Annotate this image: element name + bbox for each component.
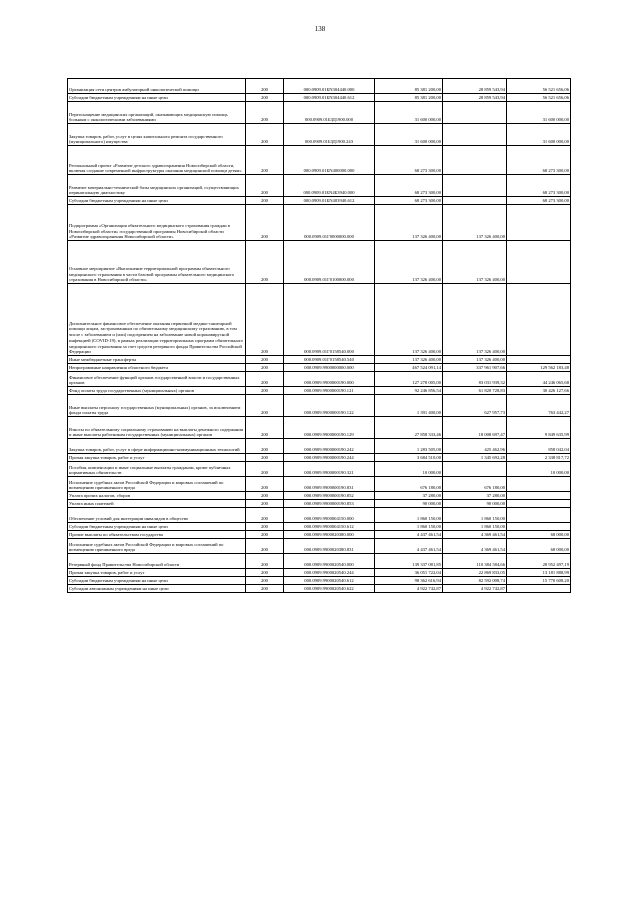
row-amount-approved: 137 326 400,00 — [375, 356, 443, 364]
row-name: Резервный фонд Правительства Новосибирской области — [68, 554, 246, 569]
row-amount-executed: 110 384 584,66 — [443, 554, 507, 569]
row-classification: 000.0909.9900020380.000 — [284, 531, 375, 539]
row-name: Переоснащение медицинских организаций, оказывающих медицинскую помощь больным с онкологическими заболеваниями — [68, 102, 246, 124]
row-amount-executed: 337 961 907,66 — [443, 364, 507, 372]
table-row — [68, 197, 571, 205]
row-name: Уплата иных платежей — [68, 500, 246, 508]
row-classification: 000.0909.9900000190.244 — [284, 454, 375, 462]
row-code: 200 — [246, 500, 284, 508]
row-amount-unexecuted: 68 273 300,00 — [507, 197, 571, 205]
row-classification: 000.0909.01Г0000000.000 — [284, 205, 375, 241]
row-amount-unexecuted: 129 562 183,48 — [507, 364, 571, 372]
row-classification: 000.0909.9900020540.622 — [284, 585, 375, 593]
row-classification: 000.0909.9900004150.612 — [284, 523, 375, 531]
row-code: 200 — [246, 175, 284, 197]
row-code: 200 — [246, 364, 284, 372]
row-code: 200 — [246, 569, 284, 577]
table-row — [68, 462, 571, 477]
row-amount-approved: 92 246 856,54 — [375, 387, 443, 395]
row-name: Финансовое обеспечение функций органов государственной власти и государственных органов — [68, 372, 246, 387]
row-amount-approved: 36 051 722,04 — [375, 569, 443, 577]
row-amount-unexecuted: 68 273 300,00 — [507, 146, 571, 175]
row-code: 200 — [246, 462, 284, 477]
row-name: Субсидии автономным учреждениям на иные цели — [68, 585, 246, 593]
table-row — [68, 284, 571, 356]
row-amount-executed: 137 326 400,00 — [443, 356, 507, 364]
row-amount-executed — [443, 146, 507, 175]
row-classification: 000.0909.9900020540.244 — [284, 569, 375, 577]
row-amount-approved: 85 381 200,00 — [375, 79, 443, 94]
table-row — [68, 577, 571, 585]
row-amount-unexecuted: 68 273 300,00 — [507, 175, 571, 197]
row-name: Организация сети центров амбулаторной онкологической помощи — [68, 79, 246, 94]
row-amount-unexecuted: 68 000,00 — [507, 539, 571, 554]
row-amount-approved: 68 273 300,00 — [375, 197, 443, 205]
table-row — [68, 387, 571, 395]
table-row — [68, 531, 571, 539]
row-name: Развитие материально-технической базы медицинских организаций, осуществляющих перинатальную диагностику — [68, 175, 246, 197]
row-name: Основное мероприятие «Выполнение территориальной программы обязательного медицинского страхования в части базовой программы обязательного медицинского страхования в Новосибирской области» — [68, 241, 246, 284]
row-code: 200 — [246, 102, 284, 124]
row-name: Закупка товаров, работ, услуг в целях капитального ремонта государственного (муниципального) имущества — [68, 124, 246, 146]
table-row — [68, 124, 571, 146]
row-amount-executed: 137 326 400,00 — [443, 241, 507, 284]
row-name: Взносы по обязательному социальному страхованию на выплаты денежного содержания и иные выплаты работникам государственных (муниципальных) органов — [68, 417, 246, 439]
table-row — [68, 477, 571, 492]
row-code: 200 — [246, 241, 284, 284]
row-amount-approved: 137 326 400,00 — [375, 205, 443, 241]
row-classification: 000.0909.9900020540.612 — [284, 577, 375, 585]
row-amount-executed: 4 369 461,54 — [443, 531, 507, 539]
row-name: Субсидии бюджетным учреждениям на иные цели — [68, 577, 246, 585]
row-amount-unexecuted: 858 042,04 — [507, 439, 571, 454]
row-code: 200 — [246, 585, 284, 593]
table-row — [68, 539, 571, 554]
row-amount-approved: 90 000,00 — [375, 500, 443, 508]
row-classification: 000.0909.9900000190.129 — [284, 417, 375, 439]
table-row — [68, 523, 571, 531]
row-amount-approved: 1 860 150,00 — [375, 523, 443, 531]
row-amount-unexecuted: 31 600 000,00 — [507, 124, 571, 146]
row-amount-unexecuted: 44 246 065,68 — [507, 372, 571, 387]
row-classification: 000.0909.01БЗД1900.243 — [284, 124, 375, 146]
table-row — [68, 492, 571, 500]
row-code: 200 — [246, 79, 284, 94]
row-code: 200 — [246, 205, 284, 241]
row-amount-executed: 61 820 728,83 — [443, 387, 507, 395]
row-classification: 000.0909.9900000190.122 — [284, 395, 375, 417]
row-code: 200 — [246, 439, 284, 454]
row-code: 200 — [246, 492, 284, 500]
row-amount-unexecuted — [507, 205, 571, 241]
row-amount-approved: 31 600 000,00 — [375, 124, 443, 146]
row-code: 200 — [246, 454, 284, 462]
row-code: 200 — [246, 284, 284, 356]
row-name: Прочие выплаты по обязательствам государства — [68, 531, 246, 539]
table-row — [68, 364, 571, 372]
row-amount-executed — [443, 197, 507, 205]
row-classification: 000.0909.01БN4Б3940.000 — [284, 175, 375, 197]
row-name: Пособия, компенсации и иные социальные выплаты гражданам, кроме публичных нормативных обязательств — [68, 462, 246, 477]
row-name: Подпрограмма «Организация обязательного медицинского страхования граждан в Новосибирской области» государственной программы Новосибирской области «Развитие здравоохранения Новосибирской области» — [68, 205, 246, 241]
row-code: 200 — [246, 531, 284, 539]
row-amount-approved: 68 273 300,00 — [375, 146, 443, 175]
row-amount-approved: 676 180,00 — [375, 477, 443, 492]
row-classification: 000.0909.01БN304440.000 — [284, 79, 375, 94]
row-amount-approved: 31 600 000,00 — [375, 102, 443, 124]
row-name: Непрограммные направления областного бюджета — [68, 364, 246, 372]
row-amount-approved: 127 278 005,00 — [375, 372, 443, 387]
row-amount-approved: 1 283 505,00 — [375, 439, 443, 454]
row-amount-executed: 28 859 543,94 — [443, 79, 507, 94]
row-amount-executed: 676 180,00 — [443, 477, 507, 492]
row-amount-unexecuted — [507, 508, 571, 523]
row-amount-executed: 425 462,96 — [443, 439, 507, 454]
table-row — [68, 554, 571, 569]
row-name: Исполнение судебных актов Российской Федерации и мировых соглашений по возмещению причиненного вреда — [68, 539, 246, 554]
table-row — [68, 94, 571, 102]
row-amount-executed: 4 922 742,87 — [443, 585, 507, 593]
row-code: 200 — [246, 417, 284, 439]
table-row — [68, 175, 571, 197]
row-amount-unexecuted — [507, 284, 571, 356]
row-amount-approved: 1 391 400,00 — [375, 395, 443, 417]
row-amount-unexecuted: 56 521 656,06 — [507, 79, 571, 94]
row-amount-executed — [443, 175, 507, 197]
row-amount-approved: 10 000,00 — [375, 462, 443, 477]
row-classification: 000.0909.01БЗД1900.000 — [284, 102, 375, 124]
table-row — [68, 241, 571, 284]
row-name: Иные выплаты персоналу государственных (муниципальных) органов, за исключением фонда оплаты труда — [68, 395, 246, 417]
table-row — [68, 585, 571, 593]
row-amount-executed: 1 345 692,28 — [443, 454, 507, 462]
row-name: Прочая закупка товаров, работ и услуг — [68, 454, 246, 462]
row-classification: 000.0909.01БN400000.000 — [284, 146, 375, 175]
row-amount-unexecuted: 763 442,27 — [507, 395, 571, 417]
table-row — [68, 439, 571, 454]
row-amount-executed: 1 860 150,00 — [443, 508, 507, 523]
row-classification: 000.0909.01Г0100000.000 — [284, 241, 375, 284]
table-row — [68, 395, 571, 417]
row-amount-unexecuted — [507, 241, 571, 284]
table-row — [68, 356, 571, 364]
row-name: Фонд оплаты труда государственных (муниципальных) органов — [68, 387, 246, 395]
row-amount-unexecuted: 68 000,00 — [507, 531, 571, 539]
row-amount-executed: 627 957,73 — [443, 395, 507, 417]
row-amount-unexecuted: 10 000,00 — [507, 462, 571, 477]
row-classification: 000.0909.9900000190.121 — [284, 387, 375, 395]
row-name: Прочая закупка товаров, работ и услуг — [68, 569, 246, 577]
row-amount-approved: 1 860 150,00 — [375, 508, 443, 523]
row-amount-executed — [443, 124, 507, 146]
row-code: 200 — [246, 372, 284, 387]
row-classification: 000.0909.01Г0158540.000 — [284, 284, 375, 356]
budget-execution-table — [67, 78, 571, 593]
row-classification: 000.0909.01БN403940.612 — [284, 197, 375, 205]
row-classification: 000.0909.9900020540.000 — [284, 554, 375, 569]
row-code: 200 — [246, 523, 284, 531]
row-classification: 000.0909.9900000190.321 — [284, 462, 375, 477]
row-amount-executed: 137 326 400,00 — [443, 205, 507, 241]
row-name: Субсидии бюджетным учреждениям на иные цели — [68, 94, 246, 102]
row-amount-executed: 22 869 833,05 — [443, 569, 507, 577]
row-amount-unexecuted — [507, 585, 571, 593]
row-amount-executed: 83 031 939,32 — [443, 372, 507, 387]
table-row — [68, 569, 571, 577]
row-amount-approved: 37 280,00 — [375, 492, 443, 500]
row-code: 200 — [246, 387, 284, 395]
row-code: 200 — [246, 146, 284, 175]
row-name: Исполнение судебных актов Российской Федерации и мировых соглашений по возмещению причиненного вреда — [68, 477, 246, 492]
row-amount-unexecuted — [507, 356, 571, 364]
row-amount-unexecuted — [507, 523, 571, 531]
table-row — [68, 454, 571, 462]
row-amount-executed: 82 592 008,74 — [443, 577, 507, 585]
row-code: 200 — [246, 94, 284, 102]
row-amount-executed: 18 008 697,47 — [443, 417, 507, 439]
row-classification: 000.0909.9900000190.000 — [284, 372, 375, 387]
row-amount-executed: 28 859 543,94 — [443, 94, 507, 102]
row-amount-executed: 1 860 150,00 — [443, 523, 507, 531]
row-name: Уплата прочих налогов, сборов — [68, 492, 246, 500]
table-row — [68, 146, 571, 175]
row-amount-unexecuted: 56 521 656,06 — [507, 94, 571, 102]
row-amount-executed: 37 280,00 — [443, 492, 507, 500]
row-amount-approved: 139 337 081,85 — [375, 554, 443, 569]
table-row — [68, 417, 571, 439]
row-code: 200 — [246, 197, 284, 205]
row-amount-executed: 137 326 400,00 — [443, 284, 507, 356]
row-amount-unexecuted: 31 600 000,00 — [507, 102, 571, 124]
row-classification: 000.0909.9900000190.831 — [284, 477, 375, 492]
row-classification: 000.0909.9900000190.242 — [284, 439, 375, 454]
table-row — [68, 508, 571, 523]
row-amount-approved: 467 524 091,14 — [375, 364, 443, 372]
row-code: 200 — [246, 508, 284, 523]
row-classification: 000.0909.01Г0158540.540 — [284, 356, 375, 364]
row-classification: 000.0909.9900020380.831 — [284, 539, 375, 554]
row-amount-executed — [443, 102, 507, 124]
row-classification: 000.0909.01БN304440.612 — [284, 94, 375, 102]
row-classification: 000.0909.9900000190.852 — [284, 492, 375, 500]
row-classification: 000.0909.9900000190.853 — [284, 500, 375, 508]
row-amount-approved: 4 922 742,87 — [375, 585, 443, 593]
row-amount-approved: 27 858 333,46 — [375, 417, 443, 439]
row-amount-executed — [443, 462, 507, 477]
row-amount-unexecuted: 15 770 608,20 — [507, 577, 571, 585]
row-name: Дополнительное финансовое обеспечение оказания первичной медико-санитарной помощи лицам, застрахованным по обязательному медицинскому страхованию, в том числе с заболеванием и (или) подозрением на заболевание новой коронавирусной инфекцией (COVID-19), в рамках реализации территориальных программ обязательного медицинского страхования за счет средств резервного фонда Правительства Российской Федерации — [68, 284, 246, 356]
row-code: 200 — [246, 477, 284, 492]
row-amount-approved: 4 437 461,54 — [375, 539, 443, 554]
row-amount-unexecuted: 13 181 888,99 — [507, 569, 571, 577]
row-code: 200 — [246, 395, 284, 417]
row-amount-unexecuted — [507, 500, 571, 508]
row-name: Закупка товаров, работ, услуг в сфере информационно-коммуникационных технологий — [68, 439, 246, 454]
row-code: 200 — [246, 577, 284, 585]
row-amount-approved: 85 381 200,00 — [375, 94, 443, 102]
row-amount-unexecuted: 30 426 127,66 — [507, 387, 571, 395]
table-row — [68, 102, 571, 124]
row-amount-executed: 90 000,00 — [443, 500, 507, 508]
row-amount-approved: 137 326 400,00 — [375, 241, 443, 284]
row-amount-unexecuted — [507, 477, 571, 492]
row-amount-executed: 4 369 461,54 — [443, 539, 507, 554]
row-code: 200 — [246, 356, 284, 364]
table-row — [68, 372, 571, 387]
row-code: 200 — [246, 554, 284, 569]
row-amount-unexecuted: 9 849 635,99 — [507, 417, 571, 439]
row-amount-approved: 4 437 461,54 — [375, 531, 443, 539]
row-name: Субсидии бюджетным учреждениям на иные цели — [68, 197, 246, 205]
row-amount-approved: 68 273 300,00 — [375, 175, 443, 197]
table-row — [68, 500, 571, 508]
row-name: Иные межбюджетные трансферты — [68, 356, 246, 364]
row-classification: 000.0909.9900004150.000 — [284, 508, 375, 523]
table-row — [68, 79, 571, 94]
row-amount-approved: 98 362 616,94 — [375, 577, 443, 585]
row-name: Обеспечение условий для интеграции инвалидов в общество — [68, 508, 246, 523]
row-name: Региональный проект «Развитие детского здравоохранения Новосибирской области, включая создание современной инфраструктуры оказания медицинской помощи детям» — [68, 146, 246, 175]
row-code: 200 — [246, 124, 284, 146]
row-amount-unexecuted: 2 338 817,72 — [507, 454, 571, 462]
table-row — [68, 205, 571, 241]
row-amount-approved: 137 326 400,00 — [375, 284, 443, 356]
row-name: Субсидии бюджетным учреждениям на иные цели — [68, 523, 246, 531]
row-amount-unexecuted — [507, 492, 571, 500]
row-code: 200 — [246, 539, 284, 554]
row-classification: 000.0909.9900000000.000 — [284, 364, 375, 372]
row-amount-approved: 3 684 510,00 — [375, 454, 443, 462]
row-amount-unexecuted: 28 952 497,19 — [507, 554, 571, 569]
page-number: 138 — [314, 25, 326, 33]
